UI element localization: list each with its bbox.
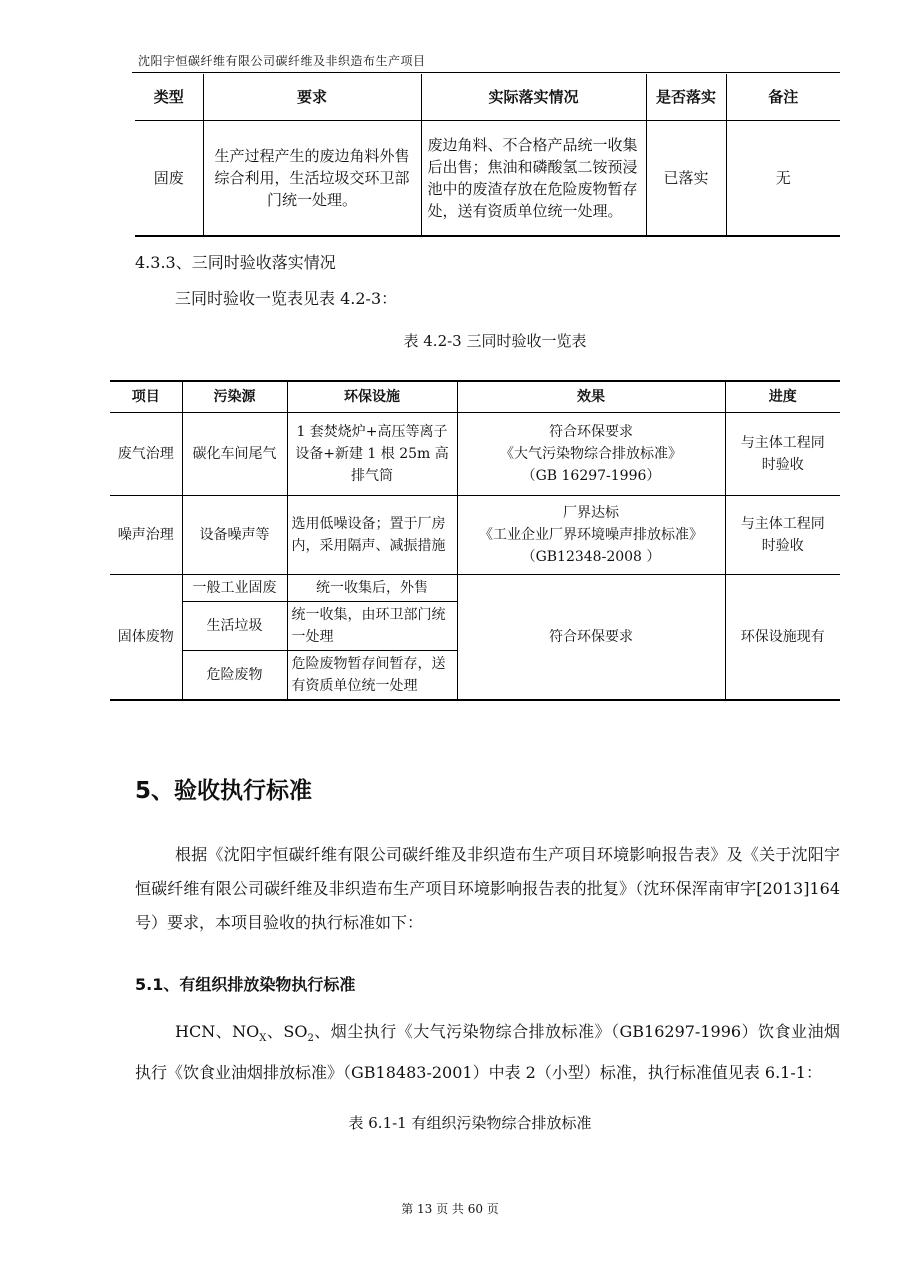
cell-progress: 环保设施现有: [725, 575, 840, 701]
cell-facility: 1 套焚烧炉+高压等离子设备+新建 1 根 25m 高排气筒: [287, 413, 457, 496]
table-header-row: [135, 74, 840, 121]
cell-source: 危险废物: [182, 651, 287, 701]
cell-implemented: 已落实: [646, 121, 726, 237]
section-heading-5: 5、验收执行标准: [135, 778, 313, 804]
col-header-implemented: 是否落实: [646, 74, 726, 121]
cell-progress: 与主体工程同时验收: [725, 496, 840, 575]
effect-line: 厂界达标: [563, 505, 619, 521]
table-caption-6-1-1: 表 6.1-1 有组织污染物综合排放标准: [348, 1114, 592, 1132]
table-row: [135, 121, 840, 237]
cell-type: 固废: [135, 121, 203, 237]
cell-facility: 选用低噪设备；置于厂房内，采用隔声、减振措施: [287, 496, 457, 575]
cell-facility: 统一收集后，外售: [287, 575, 457, 602]
cell-item: 废气治理: [110, 413, 182, 496]
col-header-effect: 效果: [457, 381, 725, 413]
cell-requirement: 生产过程产生的废边角料外售综合利用，生活垃圾交环卫部门统一处理。: [203, 121, 421, 237]
cell-actual: 废边角料、不合格产品统一收集后出售；焦油和磷酸氢二铵预浸池中的废渣存放在危险废物暂存处，送有资质单位统一处理。: [421, 121, 646, 237]
header-rule: [132, 72, 840, 73]
effect-line: （GB12348-2008 ）: [521, 549, 661, 565]
running-header: 沈阳宇恒碳纤维有限公司碳纤维及非织造布生产项目: [138, 54, 426, 68]
cell-effect: 符合环保要求: [457, 575, 725, 701]
section-heading-5-1: 5.1、有组织排放染物执行标准: [135, 975, 356, 994]
cell-source: 碳化车间尾气: [182, 413, 287, 496]
subscript: X: [259, 1033, 267, 1045]
section51-paragraph: [135, 1015, 840, 1090]
para-text: HCN、NO: [175, 1022, 260, 1041]
page-number-footer: 第 13 页 共 60 页: [401, 1202, 499, 1216]
cell-remark: 无: [726, 121, 840, 237]
cell-facility: 统一收集，由环卫部门统一处理: [287, 602, 457, 651]
table-header-row: [110, 381, 840, 413]
cell-progress: 与主体工程同时验收: [725, 413, 840, 496]
section5-paragraph: 根据《沈阳宇恒碳纤维有限公司碳纤维及非织造布生产项目环境影响报告表》及《关于沈阳宇恒碳纤维有限公司碳纤维及非织造布生产项目环境影响报告表的批复》（沈环保浑南审字[2013]164 号）要求，本项目验收的执行标准如下：: [135, 845, 840, 932]
table-row: [110, 496, 840, 575]
cell-facility: 危险废物暂存间暂存，送有资质单位统一处理: [287, 651, 457, 701]
effect-line: 符合环保要求: [549, 424, 633, 440]
col-header-progress: 进度: [725, 381, 840, 413]
section-heading-4-3-3: 4.3.3、三同时验收落实情况: [135, 253, 336, 272]
cell-effect: [457, 413, 725, 496]
table-caption-4-2-3: 表 4.2-3 三同时验收一览表: [403, 332, 587, 350]
col-header-requirement: 要求: [203, 74, 421, 121]
cell-effect: [457, 496, 725, 575]
cell-source: 一般工业固废: [182, 575, 287, 602]
col-header-actual: 实际落实情况: [421, 74, 646, 121]
effect-line: 《工业企业厂界环境噪声排放标准》: [479, 527, 703, 543]
col-header-source: 污染源: [182, 381, 287, 413]
subscript: 2: [307, 1033, 314, 1045]
col-header-item: 项目: [110, 381, 182, 413]
col-header-facility: 环保设施: [287, 381, 457, 413]
para-text: 、SO: [266, 1022, 308, 1041]
col-header-type: 类型: [135, 74, 203, 121]
section-intro: 三同时验收一览表见表 4.2-3：: [175, 289, 398, 308]
table-row: [110, 413, 840, 496]
cell-source: 生活垃圾: [182, 602, 287, 651]
cell-item: 噪声治理: [110, 496, 182, 575]
para-text: 、烟尘执行《大气污染物综合排放标准》（GB16297-1996）饮食业油烟执行《饮食业油烟排放标准》（GB18483-2001）中表 2（小型）标准，执行标准值见表 6.1-1：: [135, 1022, 840, 1083]
three-simultaneous-table: [110, 380, 840, 701]
effect-line: （GB 16297-1996）: [521, 468, 661, 484]
cell-source: 设备噪声等: [182, 496, 287, 575]
requirements-table: [135, 74, 840, 237]
cell-item: 固体废物: [110, 575, 182, 701]
effect-line: 《大气污染物综合排放标准》: [500, 446, 682, 462]
table-row: [110, 575, 840, 602]
col-header-remark: 备注: [726, 74, 840, 121]
